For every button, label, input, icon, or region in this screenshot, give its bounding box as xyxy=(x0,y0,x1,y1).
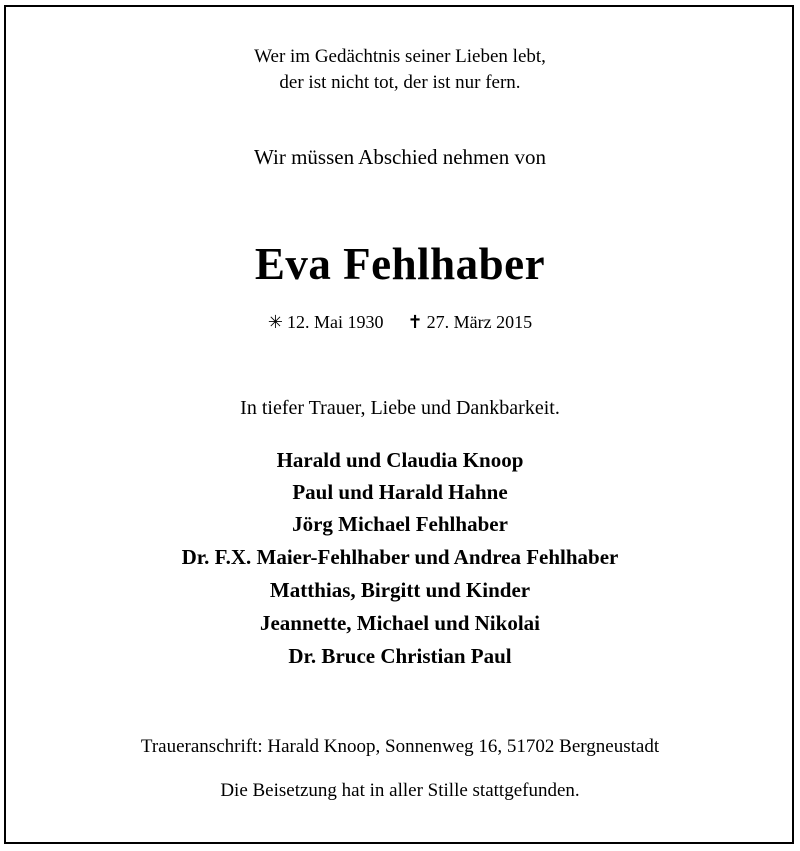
birth-star-icon: ✳ xyxy=(267,312,283,332)
address-line: Traueranschrift: Harald Knoop, Sonnenweg 16, 51702 Bergneustadt xyxy=(140,736,660,757)
verse-line-1: Wer im Gedächtnis seiner Lieben lebt, xyxy=(254,46,546,67)
life-dates xyxy=(0,313,800,331)
family-line: Harald und Claudia Knoop xyxy=(276,448,524,472)
family-line: Dr. F.X. Maier-Fehlhaber und Andrea Fehlhaber xyxy=(181,545,619,569)
intro-text: Wir müssen Abschied nehmen von xyxy=(254,145,546,169)
mourning-text: In tiefer Trauer, Liebe und Dankbarkeit. xyxy=(240,397,560,419)
family-line: Matthias, Birgitt und Kinder xyxy=(269,578,531,602)
family-line: Dr. Bruce Christian Paul xyxy=(288,644,512,668)
notice-border xyxy=(4,5,794,844)
deceased-name: Eva Fehlhaber xyxy=(254,239,546,289)
burial-note: Die Beisetzung hat in aller Stille stattgefunden. xyxy=(220,780,580,801)
birth-date: 12. Mai 1930 xyxy=(287,312,384,332)
verse-line-2: der ist nicht tot, der ist nur fern. xyxy=(279,72,521,93)
family-line: Jeannette, Michael und Nikolai xyxy=(259,611,540,635)
death-date: 27. März 2015 xyxy=(426,312,533,332)
family-line: Jörg Michael Fehlhaber xyxy=(292,512,508,536)
family-line: Paul und Harald Hahne xyxy=(292,480,508,504)
death-cross-icon: ✝ xyxy=(407,312,423,332)
